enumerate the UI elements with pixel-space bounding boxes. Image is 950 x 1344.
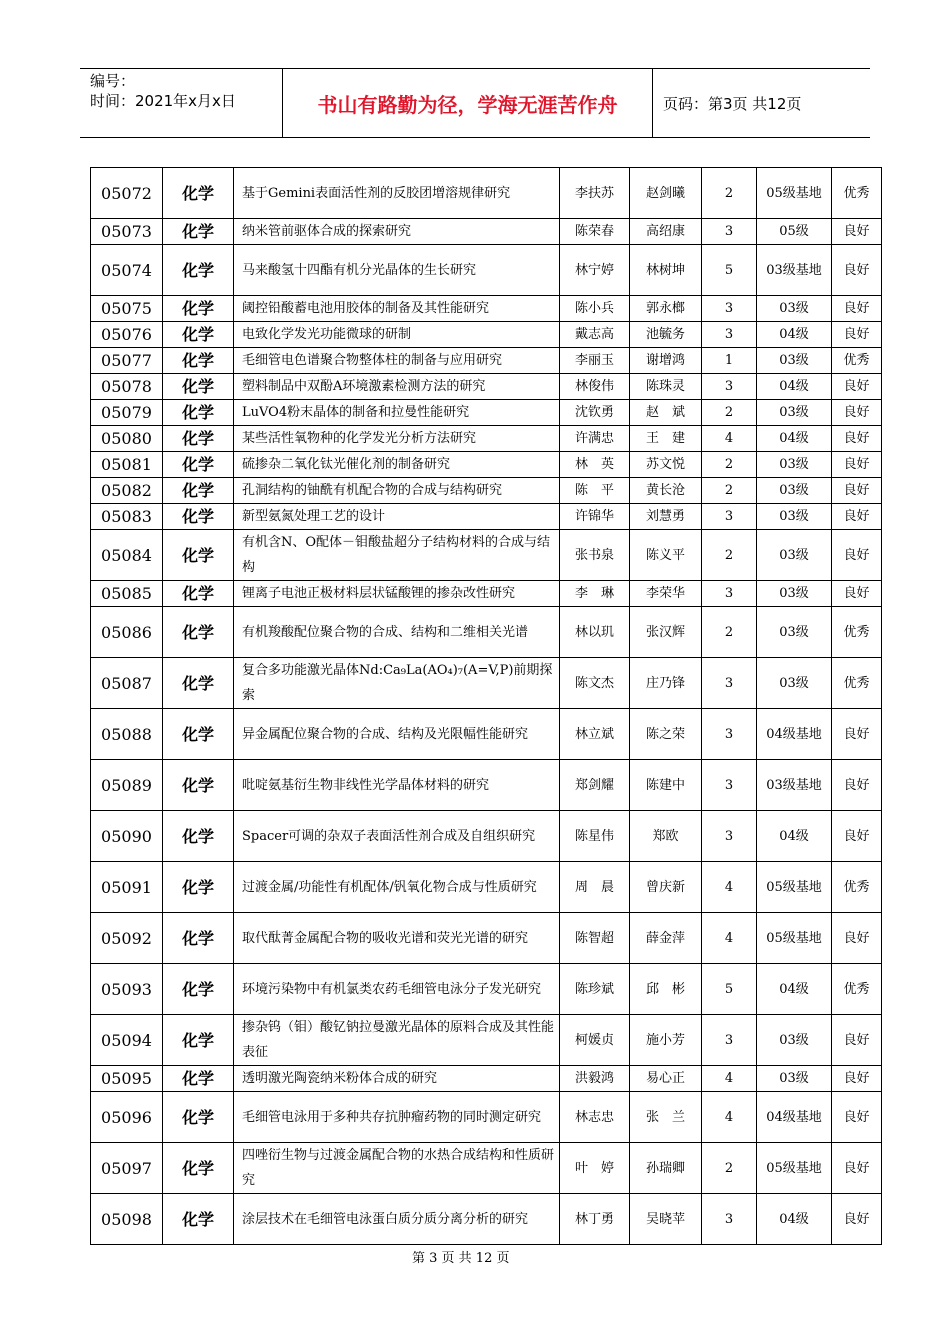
table-row: [91, 452, 882, 478]
project-title-cell: 环境污染物中有机氯类农药毛细管电泳分子发光研究: [234, 964, 560, 1015]
credit-cell: 2: [702, 452, 757, 478]
student-name-cell: 许锦华: [560, 504, 630, 530]
project-id-cell: 05093: [91, 964, 163, 1015]
student-name-cell: 柯媛贞: [560, 1015, 630, 1066]
advisor-name-cell: 黄长沧: [630, 478, 702, 504]
grade-cell: 04级: [757, 1194, 832, 1245]
project-id-cell: 05095: [91, 1066, 163, 1092]
header-meta: [80, 69, 283, 137]
table-row: [91, 322, 882, 348]
credit-cell: 3: [702, 322, 757, 348]
project-title-cell: 某些活性氧物种的化学发光分析方法研究: [234, 426, 560, 452]
project-id-cell: 05073: [91, 219, 163, 245]
table-row: [91, 1143, 882, 1194]
result-cell: 良好: [832, 1143, 882, 1194]
subject-cell: 化学: [163, 658, 234, 709]
student-name-cell: 林立斌: [560, 709, 630, 760]
project-id-cell: 05092: [91, 913, 163, 964]
table-row: [91, 1066, 882, 1092]
grade-cell: 03级基地: [757, 760, 832, 811]
grade-cell: 03级: [757, 400, 832, 426]
project-title-cell: 吡啶氨基衍生物非线性光学晶体材料的研究: [234, 760, 560, 811]
credit-cell: 4: [702, 1066, 757, 1092]
result-cell: 良好: [832, 452, 882, 478]
advisor-name-cell: 陈义平: [630, 530, 702, 581]
grade-cell: 05级基地: [757, 1143, 832, 1194]
result-cell: 良好: [832, 1194, 882, 1245]
credit-cell: 3: [702, 581, 757, 607]
advisor-name-cell: 曾庆新: [630, 862, 702, 913]
student-name-cell: 林以玑: [560, 607, 630, 658]
subject-cell: 化学: [163, 168, 234, 219]
table-row: [91, 1015, 882, 1066]
subject-cell: 化学: [163, 296, 234, 322]
grade-cell: 03级: [757, 348, 832, 374]
student-name-cell: 郑剑耀: [560, 760, 630, 811]
table-row: [91, 296, 882, 322]
grade-cell: 04级: [757, 964, 832, 1015]
result-cell: 良好: [832, 374, 882, 400]
subject-cell: 化学: [163, 1092, 234, 1143]
student-name-cell: 周 晨: [560, 862, 630, 913]
table-row: [91, 862, 882, 913]
advisor-name-cell: 薛金萍: [630, 913, 702, 964]
grade-cell: 03级: [757, 607, 832, 658]
credit-cell: 3: [702, 1194, 757, 1245]
result-cell: 良好: [832, 1092, 882, 1143]
project-title-cell: 异金属配位聚合物的合成、结构及光限幅性能研究: [234, 709, 560, 760]
project-title-cell: 掺杂钨（钼）酸钇钠拉曼激光晶体的原料合成及其性能表征: [234, 1015, 560, 1066]
table-row: [91, 709, 882, 760]
project-id-cell: 05086: [91, 607, 163, 658]
project-table: [90, 167, 882, 1245]
credit-cell: 2: [702, 400, 757, 426]
table-row: [91, 964, 882, 1015]
project-title-cell: 复合多功能激光晶体Nd:Ca₉La(AO₄)₇(A=V,P)前期探索: [234, 658, 560, 709]
subject-cell: 化学: [163, 1194, 234, 1245]
subject-cell: 化学: [163, 322, 234, 348]
student-name-cell: 林志忠: [560, 1092, 630, 1143]
project-id-cell: 05094: [91, 1015, 163, 1066]
project-title-cell: 新型氨氮处理工艺的设计: [234, 504, 560, 530]
project-title-cell: 电致化学发光功能微球的研制: [234, 322, 560, 348]
grade-cell: 04级: [757, 811, 832, 862]
advisor-name-cell: 陈之荣: [630, 709, 702, 760]
result-cell: 良好: [832, 245, 882, 296]
project-title-cell: 过渡金属/功能性有机配体/钒氧化物合成与性质研究: [234, 862, 560, 913]
advisor-name-cell: 庄乃锋: [630, 658, 702, 709]
grade-cell: 03级基地: [757, 245, 832, 296]
grade-cell: 05级: [757, 219, 832, 245]
subject-cell: 化学: [163, 1015, 234, 1066]
student-name-cell: 张书泉: [560, 530, 630, 581]
credit-cell: 1: [702, 348, 757, 374]
advisor-name-cell: 陈珠灵: [630, 374, 702, 400]
header-motto: 书山有路勤为径，学海无涯苦作舟: [283, 69, 653, 137]
project-id-cell: 05076: [91, 322, 163, 348]
credit-cell: 4: [702, 913, 757, 964]
credit-cell: 3: [702, 296, 757, 322]
credit-cell: 3: [702, 219, 757, 245]
project-title-cell: 取代酞菁金属配合物的吸收光谱和荧光光谱的研究: [234, 913, 560, 964]
project-title-cell: 有机羧酸配位聚合物的合成、结构和二维相关光谱: [234, 607, 560, 658]
serial-label: 编号：: [90, 72, 136, 90]
subject-cell: 化学: [163, 530, 234, 581]
project-title-cell: 马来酸氢十四酯有机分光晶体的生长研究: [234, 245, 560, 296]
result-cell: 良好: [832, 1015, 882, 1066]
subject-cell: 化学: [163, 581, 234, 607]
table-row: [91, 607, 882, 658]
grade-cell: 03级: [757, 504, 832, 530]
student-name-cell: 陈星伟: [560, 811, 630, 862]
credit-cell: 2: [702, 168, 757, 219]
project-id-cell: 05078: [91, 374, 163, 400]
table-row: [91, 530, 882, 581]
subject-cell: 化学: [163, 607, 234, 658]
grade-cell: 03级: [757, 452, 832, 478]
grade-cell: 03级: [757, 1066, 832, 1092]
result-cell: 良好: [832, 913, 882, 964]
result-cell: 良好: [832, 322, 882, 348]
project-title-cell: 阈控铅酸蓄电池用胶体的制备及其性能研究: [234, 296, 560, 322]
grade-cell: 03级: [757, 478, 832, 504]
result-cell: 良好: [832, 296, 882, 322]
student-name-cell: 洪毅鸿: [560, 1066, 630, 1092]
grade-cell: 04级: [757, 374, 832, 400]
credit-cell: 3: [702, 1015, 757, 1066]
advisor-name-cell: 郭永榔: [630, 296, 702, 322]
project-title-cell: 基于Gemini表面活性剂的反胶团增溶规律研究: [234, 168, 560, 219]
result-cell: 优秀: [832, 658, 882, 709]
project-id-cell: 05089: [91, 760, 163, 811]
table-row: [91, 1194, 882, 1245]
grade-cell: 03级: [757, 581, 832, 607]
subject-cell: 化学: [163, 400, 234, 426]
project-id-cell: 05097: [91, 1143, 163, 1194]
credit-cell: 5: [702, 245, 757, 296]
subject-cell: 化学: [163, 1066, 234, 1092]
project-id-cell: 05085: [91, 581, 163, 607]
project-id-cell: 05081: [91, 452, 163, 478]
advisor-name-cell: 施小芳: [630, 1015, 702, 1066]
table-row: [91, 811, 882, 862]
table-row: [91, 581, 882, 607]
project-id-cell: 05091: [91, 862, 163, 913]
project-id-cell: 05098: [91, 1194, 163, 1245]
credit-cell: 3: [702, 504, 757, 530]
credit-cell: 5: [702, 964, 757, 1015]
subject-cell: 化学: [163, 760, 234, 811]
page-header: [80, 68, 870, 138]
project-title-cell: 四唑衍生物与过渡金属配合物的水热合成结构和性质研究: [234, 1143, 560, 1194]
subject-cell: 化学: [163, 478, 234, 504]
student-name-cell: 李 琳: [560, 581, 630, 607]
grade-cell: 04级: [757, 426, 832, 452]
project-title-cell: 涂层技术在毛细管电泳蛋白质分质分离分析的研究: [234, 1194, 560, 1245]
subject-cell: 化学: [163, 709, 234, 760]
project-id-cell: 05080: [91, 426, 163, 452]
table-body: [91, 168, 882, 1245]
project-title-cell: 纳米管前驱体合成的探索研究: [234, 219, 560, 245]
result-cell: 优秀: [832, 607, 882, 658]
advisor-name-cell: 池毓务: [630, 322, 702, 348]
subject-cell: 化学: [163, 219, 234, 245]
credit-cell: 3: [702, 658, 757, 709]
result-cell: 优秀: [832, 862, 882, 913]
result-cell: 良好: [832, 530, 882, 581]
table-row: [91, 913, 882, 964]
project-title-cell: 塑料制品中双酚A环境激素检测方法的研究: [234, 374, 560, 400]
time-label: 时间：2021年x月x日: [90, 92, 236, 110]
table-row: [91, 168, 882, 219]
advisor-name-cell: 高绍康: [630, 219, 702, 245]
student-name-cell: 李丽玉: [560, 348, 630, 374]
project-id-cell: 05084: [91, 530, 163, 581]
project-id-cell: 05088: [91, 709, 163, 760]
subject-cell: 化学: [163, 245, 234, 296]
result-cell: 良好: [832, 478, 882, 504]
project-id-cell: 05079: [91, 400, 163, 426]
grade-cell: 03级: [757, 530, 832, 581]
grade-cell: 03级: [757, 296, 832, 322]
student-name-cell: 陈智超: [560, 913, 630, 964]
project-title-cell: 透明激光陶瓷纳米粉体合成的研究: [234, 1066, 560, 1092]
table-row: [91, 374, 882, 400]
credit-cell: 3: [702, 811, 757, 862]
table-row: [91, 245, 882, 296]
project-title-cell: 锂离子电池正极材料层状锰酸锂的掺杂改性研究: [234, 581, 560, 607]
project-id-cell: 05090: [91, 811, 163, 862]
grade-cell: 04级基地: [757, 1092, 832, 1143]
grade-cell: 05级基地: [757, 862, 832, 913]
result-cell: 良好: [832, 811, 882, 862]
subject-cell: 化学: [163, 504, 234, 530]
advisor-name-cell: 刘慧勇: [630, 504, 702, 530]
grade-cell: 05级基地: [757, 168, 832, 219]
result-cell: 优秀: [832, 964, 882, 1015]
result-cell: 良好: [832, 400, 882, 426]
advisor-name-cell: 谢增鸿: [630, 348, 702, 374]
table-row: [91, 348, 882, 374]
table-row: [91, 760, 882, 811]
result-cell: 优秀: [832, 348, 882, 374]
table-row: [91, 478, 882, 504]
subject-cell: 化学: [163, 426, 234, 452]
subject-cell: 化学: [163, 913, 234, 964]
subject-cell: 化学: [163, 348, 234, 374]
project-id-cell: 05075: [91, 296, 163, 322]
advisor-name-cell: 林树坤: [630, 245, 702, 296]
table-row: [91, 504, 882, 530]
advisor-name-cell: 赵剑曦: [630, 168, 702, 219]
credit-cell: 4: [702, 862, 757, 913]
project-id-cell: 05074: [91, 245, 163, 296]
result-cell: 良好: [832, 760, 882, 811]
project-title-cell: 硫掺杂二氧化钛光催化剂的制备研究: [234, 452, 560, 478]
student-name-cell: 陈荣春: [560, 219, 630, 245]
project-id-cell: 05072: [91, 168, 163, 219]
advisor-name-cell: 赵 斌: [630, 400, 702, 426]
subject-cell: 化学: [163, 964, 234, 1015]
subject-cell: 化学: [163, 862, 234, 913]
student-name-cell: 陈 平: [560, 478, 630, 504]
advisor-name-cell: 王 建: [630, 426, 702, 452]
student-name-cell: 林宁婷: [560, 245, 630, 296]
credit-cell: 2: [702, 530, 757, 581]
credit-cell: 4: [702, 1092, 757, 1143]
project-title-cell: 毛细管电泳用于多种共存抗肿瘤药物的同时测定研究: [234, 1092, 560, 1143]
credit-cell: 2: [702, 607, 757, 658]
advisor-name-cell: 吴晓苹: [630, 1194, 702, 1245]
credit-cell: 3: [702, 760, 757, 811]
table-row: [91, 658, 882, 709]
advisor-name-cell: 孙瑞卿: [630, 1143, 702, 1194]
table-row: [91, 426, 882, 452]
page-footer: 第 3 页 共 12 页: [412, 1251, 510, 1266]
subject-cell: 化学: [163, 452, 234, 478]
student-name-cell: 陈珍斌: [560, 964, 630, 1015]
project-title-cell: 孔洞结构的铀酰有机配合物的合成与结构研究: [234, 478, 560, 504]
project-id-cell: 05087: [91, 658, 163, 709]
advisor-name-cell: 易心正: [630, 1066, 702, 1092]
result-cell: 良好: [832, 581, 882, 607]
credit-cell: 2: [702, 478, 757, 504]
project-title-cell: 有机含N、O配体－钼酸盐超分子结构材料的合成与结构: [234, 530, 560, 581]
advisor-name-cell: 郑欧: [630, 811, 702, 862]
project-id-cell: 05096: [91, 1092, 163, 1143]
grade-cell: 04级基地: [757, 709, 832, 760]
advisor-name-cell: 张汉辉: [630, 607, 702, 658]
student-name-cell: 林丁勇: [560, 1194, 630, 1245]
result-cell: 良好: [832, 426, 882, 452]
student-name-cell: 林俊伟: [560, 374, 630, 400]
project-id-cell: 05082: [91, 478, 163, 504]
credit-cell: 3: [702, 709, 757, 760]
result-cell: 良好: [832, 1066, 882, 1092]
advisor-name-cell: 邱 彬: [630, 964, 702, 1015]
result-cell: 良好: [832, 219, 882, 245]
subject-cell: 化学: [163, 811, 234, 862]
table-row: [91, 1092, 882, 1143]
advisor-name-cell: 李荣华: [630, 581, 702, 607]
table-row: [91, 400, 882, 426]
student-name-cell: 陈文杰: [560, 658, 630, 709]
subject-cell: 化学: [163, 1143, 234, 1194]
student-name-cell: 陈小兵: [560, 296, 630, 322]
result-cell: 良好: [832, 709, 882, 760]
header-page-label: 页码：第3页 共12页: [663, 94, 802, 113]
student-name-cell: 叶 婷: [560, 1143, 630, 1194]
grade-cell: 03级: [757, 658, 832, 709]
student-name-cell: 李扶苏: [560, 168, 630, 219]
student-name-cell: 沈钦勇: [560, 400, 630, 426]
student-name-cell: 许满忠: [560, 426, 630, 452]
project-title-cell: Spacer可调的杂双子表面活性剂合成及自组织研究: [234, 811, 560, 862]
project-title-cell: 毛细管电色谱聚合物整体柱的制备与应用研究: [234, 348, 560, 374]
result-cell: 良好: [832, 504, 882, 530]
project-id-cell: 05083: [91, 504, 163, 530]
credit-cell: 4: [702, 426, 757, 452]
result-cell: 优秀: [832, 168, 882, 219]
advisor-name-cell: 苏文悦: [630, 452, 702, 478]
grade-cell: 04级: [757, 322, 832, 348]
credit-cell: 2: [702, 1143, 757, 1194]
credit-cell: 3: [702, 374, 757, 400]
project-title-cell: LuVO4粉末晶体的制备和拉曼性能研究: [234, 400, 560, 426]
advisor-name-cell: 陈建中: [630, 760, 702, 811]
student-name-cell: 林 英: [560, 452, 630, 478]
student-name-cell: 戴志高: [560, 322, 630, 348]
advisor-name-cell: 张 兰: [630, 1092, 702, 1143]
grade-cell: 05级基地: [757, 913, 832, 964]
project-id-cell: 05077: [91, 348, 163, 374]
grade-cell: 03级: [757, 1015, 832, 1066]
table-row: [91, 219, 882, 245]
subject-cell: 化学: [163, 374, 234, 400]
